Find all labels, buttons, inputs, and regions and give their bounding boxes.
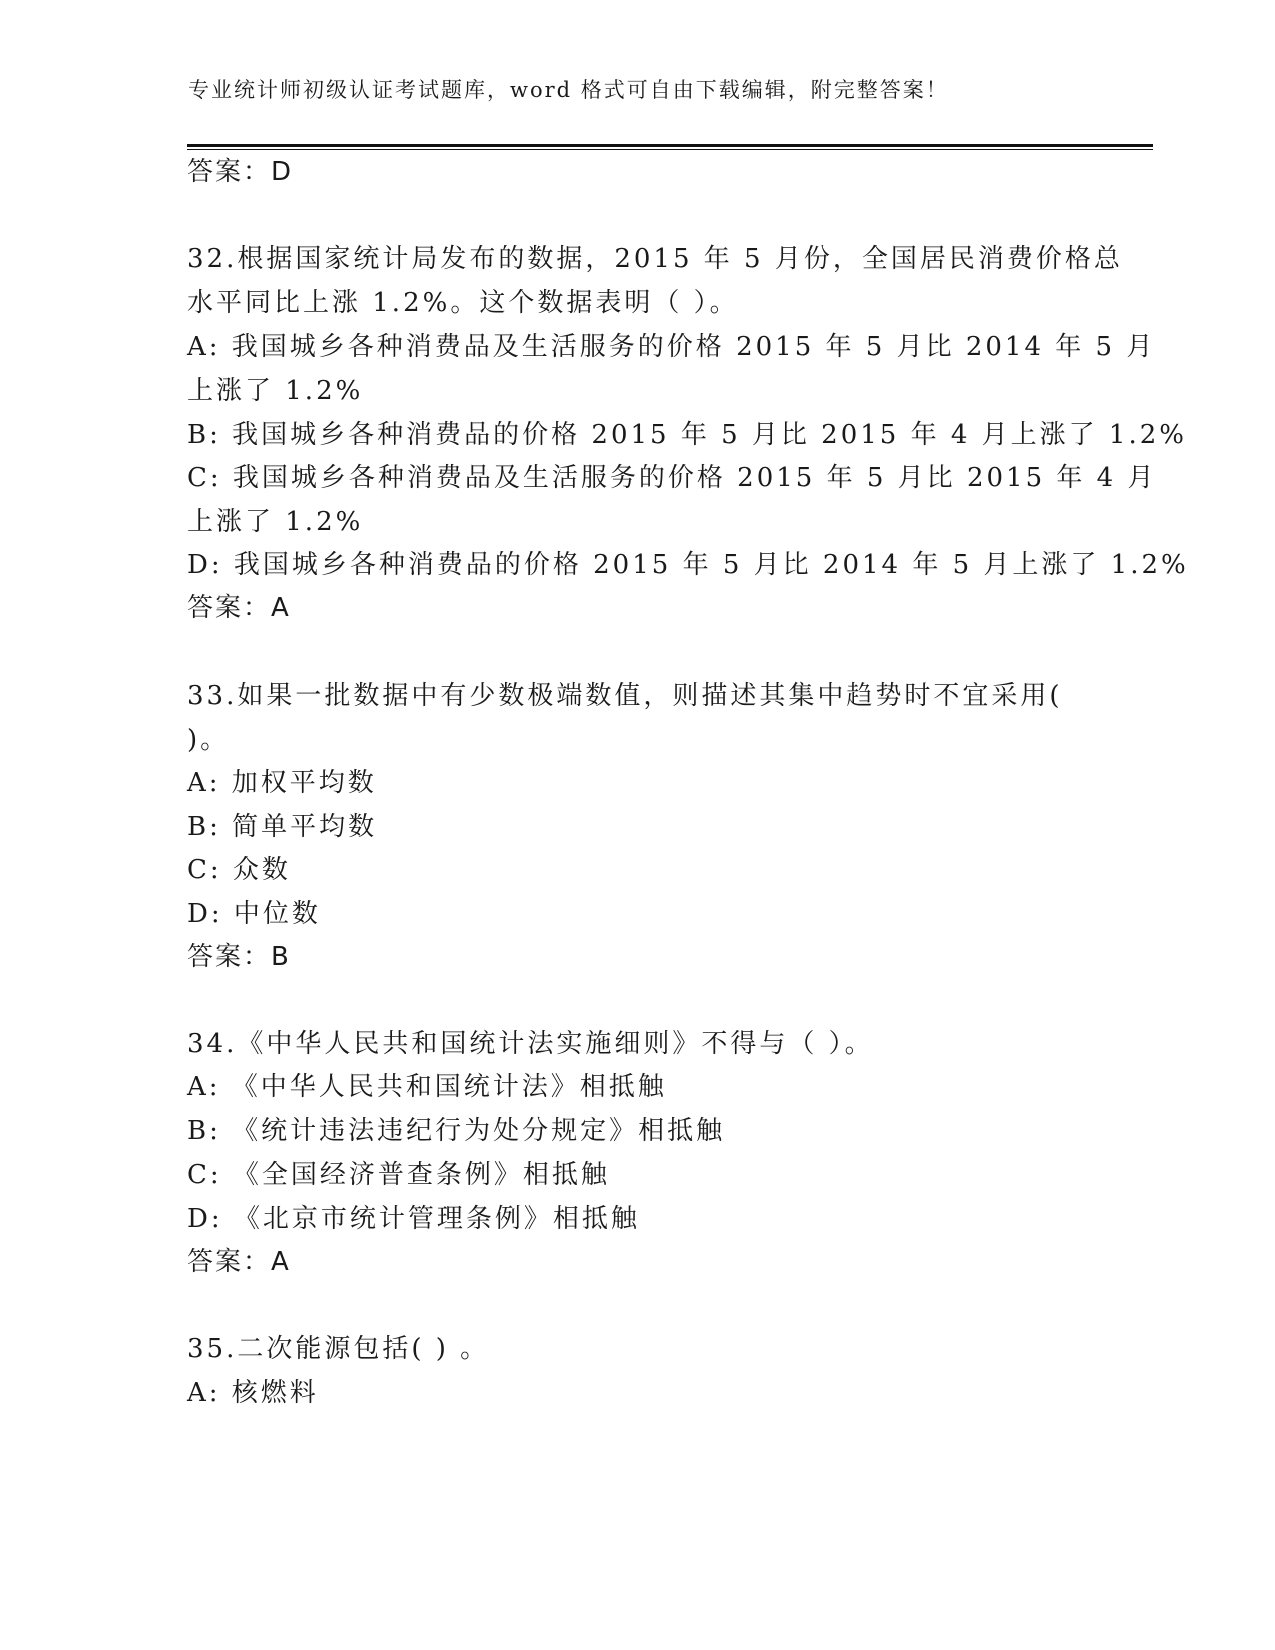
q33-option-d: D: 中位数 — [187, 899, 321, 929]
page-header: 专业统计师初级认证考试题库，word 格式可自由下载编辑，附完整答案！ — [188, 78, 949, 102]
prev-answer: 答案：D — [187, 157, 294, 187]
q32-option-a-line2: 上涨了 1.2% — [187, 376, 364, 406]
q32-option-b: B: 我国城乡各种消费品的价格 2015 年 5 月比 2015 年 4 月上涨了 1.2% — [187, 420, 1187, 450]
q34-option-d: D: 《北京市统计管理条例》相抵触 — [187, 1204, 640, 1234]
q33-option-c: C: 众数 — [187, 855, 291, 885]
q32-option-a-line1: A: 我国城乡各种消费品及生活服务的价格 2015 年 5 月比 2014 年 5 月 — [187, 332, 1156, 362]
q33-option-a: A: 加权平均数 — [187, 768, 377, 798]
q35-stem: 35.二次能源包括( ) 。 — [187, 1334, 490, 1364]
q32-stem-line1: 32.根据国家统计局发布的数据，2015 年 5 月份，全国居民消费价格总 — [187, 244, 1123, 274]
q32-option-d: D: 我国城乡各种消费品的价格 2015 年 5 月比 2014 年 5 月上涨了 1.2% — [187, 550, 1189, 580]
q33-stem-line2: )。 — [187, 725, 230, 755]
q34-option-c: C: 《全国经济普查条例》相抵触 — [187, 1160, 610, 1190]
q34-answer: 答案：A — [187, 1247, 291, 1277]
q33-option-b: B: 简单平均数 — [187, 812, 378, 842]
q34-option-a: A: 《中华人民共和国统计法》相抵触 — [187, 1072, 667, 1102]
header-rule-thin — [187, 149, 1153, 150]
q34-option-b: B: 《统计违法违纪行为处分规定》相抵触 — [187, 1116, 726, 1146]
q34-stem: 34.《中华人民共和国统计法实施细则》不得与（ ）。 — [187, 1029, 874, 1059]
q33-answer: 答案：B — [187, 942, 291, 972]
q33-stem-line1: 33.如果一批数据中有少数极端数值，则描述其集中趋势时不宜采用( — [187, 681, 1063, 711]
q35-option-a: A: 核燃料 — [187, 1378, 319, 1408]
header-rule-thick — [187, 144, 1153, 147]
q32-option-c-line1: C: 我国城乡各种消费品及生活服务的价格 2015 年 5 月比 2015 年 4 月 — [187, 463, 1157, 493]
q32-option-c-line2: 上涨了 1.2% — [187, 507, 364, 537]
q32-stem-line2: 水平同比上涨 1.2%。这个数据表明（ ）。 — [187, 288, 739, 318]
q32-answer: 答案：A — [187, 593, 291, 623]
